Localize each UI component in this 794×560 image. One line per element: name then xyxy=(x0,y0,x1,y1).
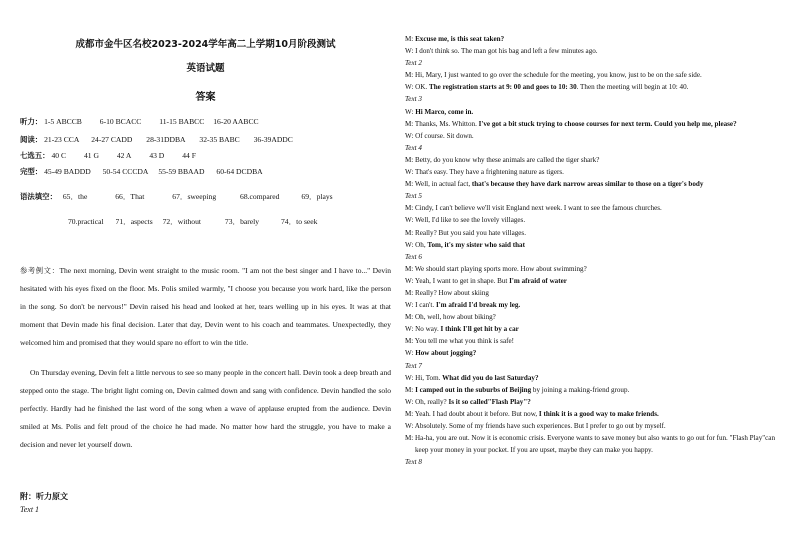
transcript-line: M: We should start playing sports more. How about swimming? xyxy=(405,264,587,273)
transcript-line: W: How about jogging? xyxy=(405,349,477,358)
transcript-line: M: Betty, do you know why these animals are called the tiger shark? xyxy=(405,155,600,164)
transcript-line: M: Thanks, Ms. Whitton. I've got a bit stuck trying to choose courses for next term. Could you help me, please? xyxy=(405,119,737,128)
exam-title: 成都市金牛区名校2023-2024学年高二上学期10月阶段测试 xyxy=(75,39,336,50)
transcript-line: M: Really? But you said you hate villages. xyxy=(405,228,526,237)
listening-answers: 听力： 1-5 ABCCB 6-10 BCACC 11-15 BABCC 16-20 AABCC xyxy=(20,117,259,126)
essay-para-2: On Thursday evening, Devin felt a little nervous to see so many people in the concert hall. Devin took a deep breath and stepped onto the stage. The bright light coming on, Devin calmed down and sang with confidence. Devin handled the solo perfectly. Hardly had he finished the last word of the song when a wave of applause erupted from the audience. Devin smiled at Ms. Polis and felt proud of the choice he had made. No matter how hard the struggle, you have to make a decision and never let yourself down. xyxy=(20,368,392,449)
text-5-label: Text 5 xyxy=(405,192,422,201)
text-4-label: Text 4 xyxy=(405,143,422,152)
transcript-line: M: You tell me what you think is safe! xyxy=(405,337,514,346)
reading-answers: 阅读： 21-23 CCA 24-27 CADD 28-31DDBA 32-35 BABC 36-39ADDC xyxy=(20,135,293,144)
transcript-line: M: Really? How about skiing xyxy=(405,288,489,297)
transcript-line: M: Oh, well, how about biking? xyxy=(405,313,496,322)
transcript-line: W: I don't think so. The man got his bag and left a few minutes ago. xyxy=(405,47,598,56)
essay-para-1: 参考例文：The next morning, Devin went straight to the music room. "I am not the best singer and I have to..." Devin hesitated with his eyes fixed on the floor. Ms. Polis smiled warmly, "I choose you because you work hard, like the person in the song. So don't be nervous!" Devin raised his head and looked at her, tears welling up in his eyes. It was at that moment that Devin made his final decision. Later that day, Devin went to his coach and teammates. Unexpectedly, they welcomed him and promised that they would spare no effort to win the title. xyxy=(20,266,391,347)
transcript-line: W: I can't. I'm afraid I'd break my leg. xyxy=(405,301,521,310)
text-2-label: Text 2 xyxy=(405,59,422,68)
transcript-line: M: Ha-ha, you are out. Now it is economic crisis. Everyone wants to save money but also wants to go out for fun. "Flash Play"can keep your money in your pocket. If you are upset, maybe they can make you happy. xyxy=(405,434,775,455)
transcript-line: M: Yeah. I had doubt about it before. But now, I think it is a good way to make friends. xyxy=(405,409,659,418)
appendix-label: 附：听力原文 xyxy=(20,492,68,501)
transcript-line: W: No way. I think I'll get hit by a car xyxy=(405,325,519,334)
transcript-line: M: I camped out in the suburbs of Beijing by joining a making-friend group. xyxy=(405,385,630,394)
transcript-line: W: OK. The registration starts at 9: 00 and goes to 10: 30. Then the meeting will begin at 10: 40. xyxy=(405,83,689,92)
transcript-line: M: Well, in actual fact, that's because they have dark narrow areas similar to those on a tiger's body xyxy=(405,180,704,189)
cloze-answers: 完型： 45-49 BADDD 50-54 CCCDA 55-59 BBAAD 60-64 DCDBA xyxy=(20,167,263,176)
text-8-label: Text 8 xyxy=(405,458,422,467)
sample-essay xyxy=(20,262,391,454)
transcript-line: M: Hi, Mary, I just wanted to go over the schedule for the meeting, you know, just to be on the safe side. xyxy=(405,71,702,80)
grammar-answers-2: 70.practical 71．aspects 72．without 73．barely 74．to seek xyxy=(68,217,318,226)
listening-transcript xyxy=(405,33,775,468)
grammar-answers: 语法填空： 65．the 66．That 67．sweeping 68.compared 69．plays xyxy=(20,192,333,201)
text-1-label: Text 1 xyxy=(20,505,40,514)
text-3-label: Text 3 xyxy=(405,95,422,104)
transcript-line: M: Cindy, I can't believe we'll visit England next week. I want to see the famous churches. xyxy=(405,204,662,213)
transcript-line: W: That's easy. They have a frightening nature as tigers. xyxy=(405,168,564,177)
transcript-line: W: Hi, Tom. What did you do last Saturday? xyxy=(405,373,539,382)
transcript-line: M: Excuse me, is this seat taken? xyxy=(405,35,505,43)
text-7-label: Text 7 xyxy=(405,361,422,370)
answer-title: 答案 xyxy=(195,92,216,103)
transcript-line: W: Oh, really? Is it so called"Flash Play"? xyxy=(405,397,531,406)
transcript-line: W: Hi Marco, come in. xyxy=(405,107,474,116)
text-6-label: Text 6 xyxy=(405,252,422,261)
seven-five-answers: 七选五： 40 C 41 G 42 A 43 D 44 F xyxy=(20,151,196,160)
exam-subtitle: 英语试题 xyxy=(186,63,225,74)
transcript-line: W: Well, I'd like to see the lovely villages. xyxy=(405,216,526,225)
transcript-line: W: Absolutely. Some of my friends have such experiences. But I prefer to go out by myself. xyxy=(405,422,666,430)
transcript-line: W: Of course. Sit down. xyxy=(405,131,474,140)
transcript-line: W: Yeah, I want to get in shape. But I'm afraid of water xyxy=(405,276,567,285)
transcript-line: W: Oh, Tom, it's my sister who said that xyxy=(405,240,525,249)
